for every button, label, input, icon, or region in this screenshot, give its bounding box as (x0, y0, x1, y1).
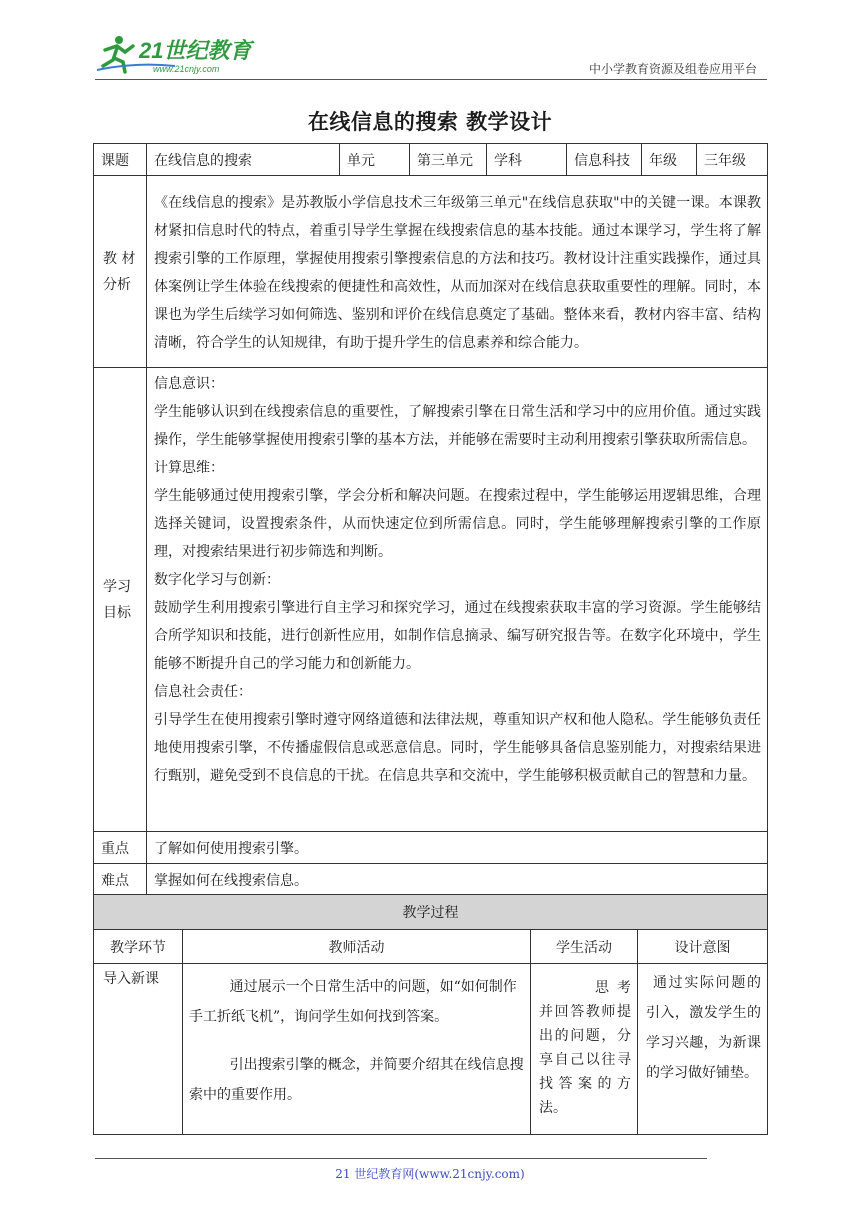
goal-heading-info-awareness: 信息意识： (154, 376, 224, 392)
goal-text-social-responsibility: 引导学生在使用搜索引擎时遵守网络道德和法律法规，尊重知识产权和他人隐私。学生能够负责任地使用搜索引擎，不传播虚假信息或恶意信息。同时，学生能够具备信息鉴别能力，对搜索结果进行甄别，避免受到不良信息的干扰。在信息共享和交流中，学生能够积极贡献自己的智慧和力量。 (154, 712, 761, 784)
difficulty-row (94, 864, 768, 896)
goals-content (147, 368, 768, 832)
header-stage: 教学环节 (94, 930, 183, 964)
teacher-activity-cell (183, 964, 531, 1135)
key-point-row (94, 832, 768, 864)
goal-text-digital-learning: 鼓励学生利用搜索引擎进行自主学习和探究学习，通过在线搜索获取丰富的学习资源。学生能够结合所学知识和技能，进行创新性应用，如制作信息摘录、编写研究报告等。在数字化环境中，学生能够不断提升自己的学习能力和创新能力。 (154, 600, 761, 672)
teacher-activity-2: 引出搜索引擎的概念，并简要介绍其在线信息搜索中的重要作用。 (189, 1057, 524, 1103)
teacher-activity-1: 通过展示一个日常生活中的问题，如“如何制作手工折纸飞机”，询问学生如何找到答案。 (189, 979, 517, 1025)
process-header-row (94, 930, 768, 964)
logo-text: 21世纪教育 (139, 38, 252, 63)
stage-intro: 导入新课 (94, 964, 183, 1135)
goal-text-info-awareness: 学生能够认识到在线搜索信息的重要性，了解搜索引擎在日常生活和学习中的应用价值。通过实践操作，学生能够掌握使用搜索引擎的基本方法，并能够在需要时主动利用搜索引擎获取所需信息。 (154, 404, 761, 448)
footer-text: 21 世纪教育网(www.21cnjy.com) (335, 1167, 525, 1181)
difficulty-text: 掌握如何在线搜索信息。 (147, 864, 768, 896)
subject-label: 学科 (487, 144, 567, 176)
process-row-intro (94, 964, 768, 1135)
process-title: 教学过程 (94, 895, 768, 930)
goal-heading-computational-thinking: 计算思维： (154, 460, 224, 476)
goal-text-computational-thinking: 学生能够通过使用搜索引擎，学会分析和解决问题。在搜索过程中，学生能够运用逻辑思维，合理选择关键词，设置搜索条件，从而快速定位到所需信息。同时，学生能够理解搜索引擎的工作原理，对搜索结果进行初步筛选和判断。 (154, 488, 761, 560)
goal-heading-social-responsibility: 信息社会责任： (154, 684, 252, 700)
design-intent: 通过实际问题的引入，激发学生的学习兴趣，为新课的学习做好铺垫。 (638, 964, 768, 1135)
goal-heading-digital-learning: 数字化学习与创新： (154, 572, 280, 588)
analysis-label-1: 教 材 (103, 250, 136, 267)
analysis-row (94, 176, 768, 368)
grade-value: 三年级 (697, 144, 768, 176)
brand-logo (95, 32, 265, 76)
lesson-info-table (93, 143, 768, 896)
page-header (95, 28, 767, 78)
footer-divider (95, 1158, 707, 1159)
header-divider (95, 79, 767, 80)
grade-label: 年级 (642, 144, 697, 176)
student-activity: 思考并回答教师提出的问题，分享自己以往寻找答案的方法。 (531, 964, 638, 1135)
analysis-text: 《在线信息的搜索》是苏教版小学信息技术三年级第三单元"在线信息获取"中的关键一课。本课教材紧扣信息时代的特点，着重引导学生掌握在线搜索信息的基本技能。通过本课学习，学生将了解搜索引擎的工作原理，掌握使用搜索引擎搜索信息的方法和技巧。教材设计注重实践操作，通过具体案例让学生体验在线搜索的便捷性和高效性，从而加深对在线信息获取重要性的理解。同时，本课也为学生后续学习如何筛选、鉴别和评价在线信息奠定了基础。整体来看，教材内容丰富、结构清晰，符合学生的认知规律，有助于提升学生的信息素养和综合能力。 (147, 176, 768, 368)
header-teacher-activity: 教师活动 (183, 930, 531, 964)
goals-label-2: 目标 (103, 604, 131, 621)
unit-value: 第三单元 (410, 144, 487, 176)
info-row (94, 144, 768, 176)
document-title: 在线信息的搜索 教学设计 (307, 109, 553, 134)
platform-name: 中小学教育资源及组卷应用平台 (588, 62, 757, 76)
teaching-process-table (93, 894, 768, 1135)
logo-url: www.21cnjy.com (153, 64, 220, 74)
analysis-label-2: 分析 (103, 276, 131, 293)
header-student-activity: 学生活动 (531, 930, 638, 964)
subject-value: 信息科技 (567, 144, 642, 176)
header-design-intent: 设计意图 (638, 930, 768, 964)
topic-label: 课题 (94, 144, 147, 176)
difficulty-label: 难点 (94, 864, 147, 896)
key-point-text: 了解如何使用搜索引擎。 (147, 832, 768, 864)
goals-label-1: 学习 (103, 578, 131, 595)
goals-row (94, 368, 768, 832)
key-point-label: 重点 (94, 832, 147, 864)
topic-value: 在线信息的搜索 (147, 144, 340, 176)
process-title-row (94, 895, 768, 930)
unit-label: 单元 (340, 144, 410, 176)
